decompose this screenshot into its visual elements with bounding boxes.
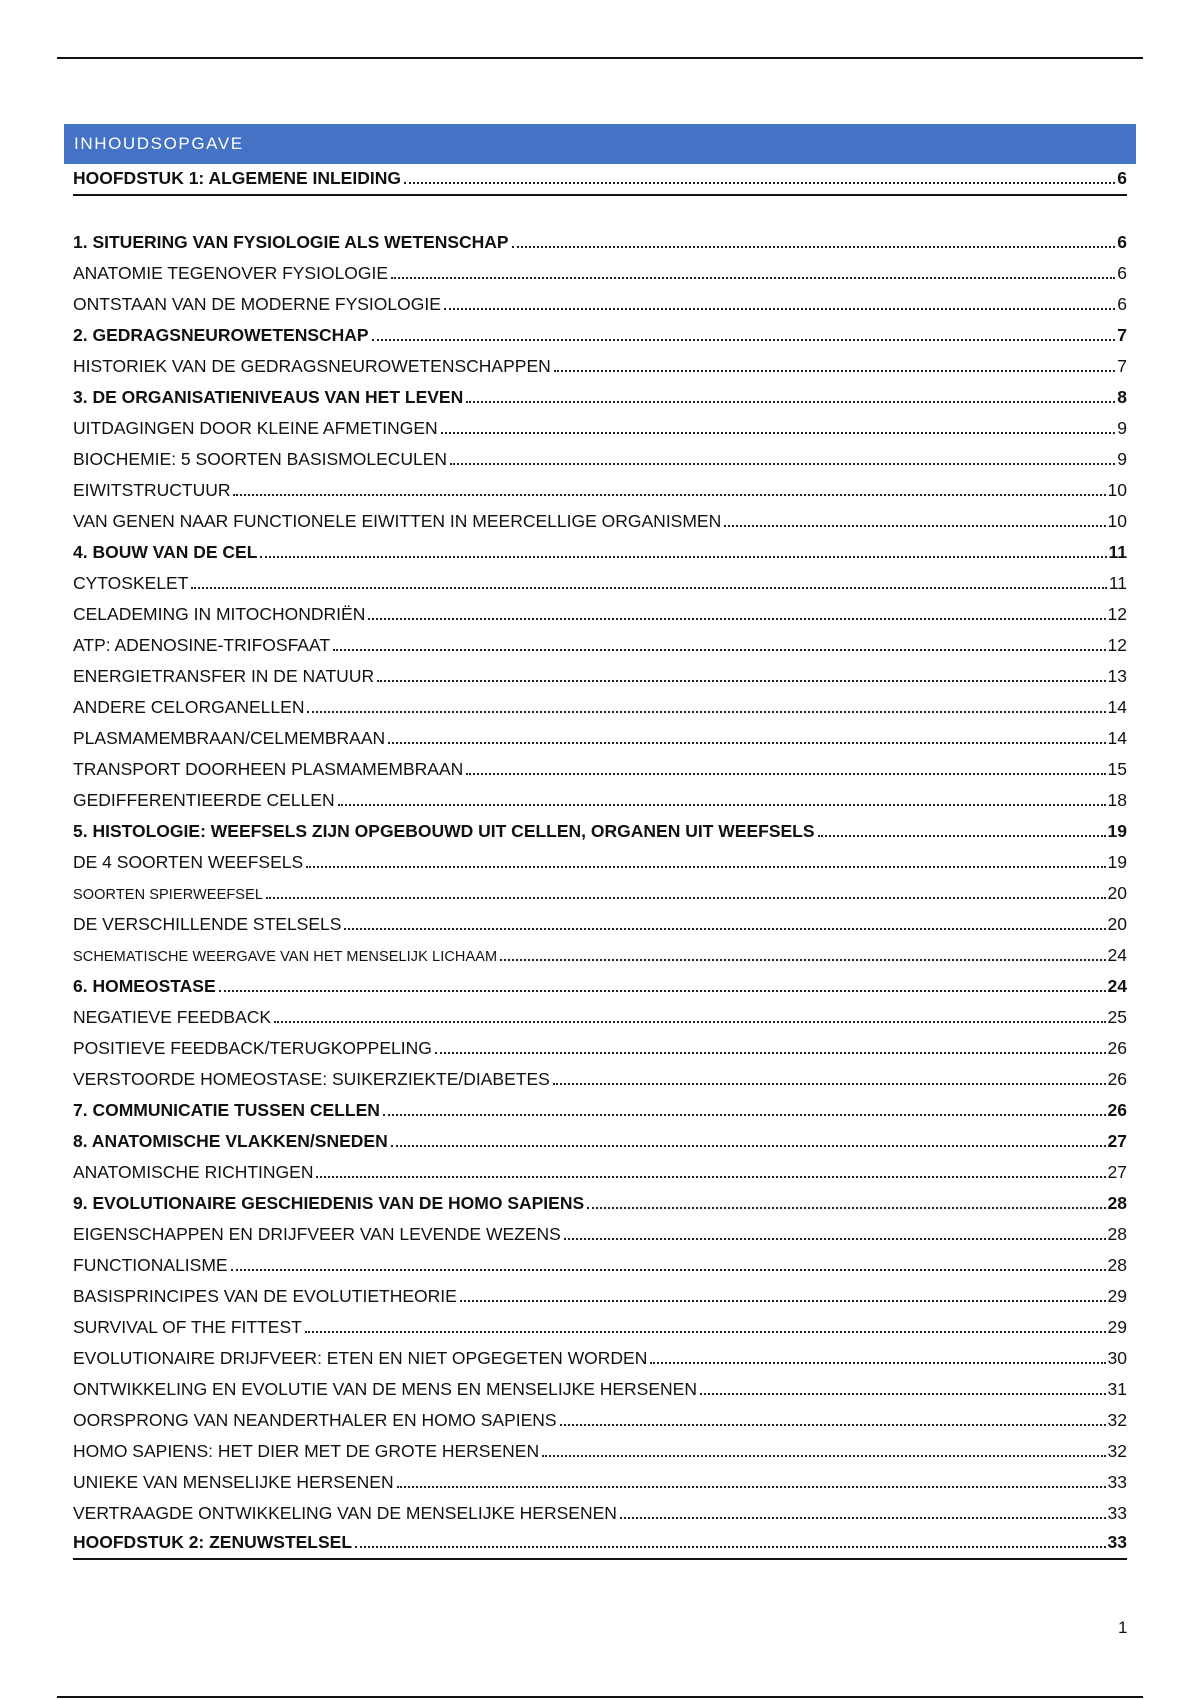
toc-entry-title: POSITIEVE FEEDBACK/TERUGKOPPELING <box>73 1037 432 1058</box>
toc-entry[interactable] <box>73 1466 1127 1497</box>
toc-dot-leader <box>305 1331 1106 1333</box>
toc-section-entry[interactable] <box>73 319 1127 350</box>
toc-entry[interactable] <box>73 939 1127 970</box>
toc-entry-page: 19 <box>1107 851 1127 872</box>
toc-dot-leader <box>700 1393 1106 1395</box>
toc-dot-leader <box>231 1269 1106 1271</box>
toc-entry-title: OORSPRONG VAN NEANDERTHALER EN HOMO SAPIENS <box>73 1409 557 1430</box>
toc-dot-leader <box>391 277 1115 279</box>
toc-dot-leader <box>435 1052 1106 1054</box>
toc-entry[interactable] <box>73 1063 1127 1094</box>
toc-dot-leader <box>542 1455 1105 1457</box>
toc-dot-leader <box>391 1145 1106 1147</box>
toc-entry[interactable] <box>73 629 1127 660</box>
toc-entry[interactable] <box>73 908 1127 939</box>
toc-entry[interactable] <box>73 257 1127 288</box>
toc-dot-leader <box>233 494 1105 496</box>
toc-dot-leader <box>397 1486 1106 1488</box>
toc-dot-leader <box>500 959 1105 961</box>
toc-dot-leader <box>338 804 1106 806</box>
toc-spacer <box>73 196 1127 226</box>
toc-entry-page: 33 <box>1107 1471 1127 1492</box>
toc-section-entry[interactable] <box>73 970 1127 1001</box>
toc-entry-page: 6 <box>1117 262 1127 283</box>
toc-dot-leader <box>306 866 1105 868</box>
toc-entry[interactable] <box>73 722 1127 753</box>
toc-entry-page: 28 <box>1107 1254 1127 1275</box>
toc-entry[interactable] <box>73 1156 1127 1187</box>
toc-entry[interactable] <box>73 474 1127 505</box>
toc-dot-leader <box>564 1238 1106 1240</box>
toc-entry-page: 29 <box>1107 1285 1127 1306</box>
toc-entry-title: CYTOSKELET <box>73 572 189 593</box>
toc-dot-leader <box>307 711 1105 713</box>
toc-section-entry[interactable] <box>73 1094 1127 1125</box>
toc-dot-leader <box>450 463 1115 465</box>
toc-entry[interactable] <box>73 412 1127 443</box>
toc-dot-leader <box>444 308 1115 310</box>
toc-entry[interactable] <box>73 1311 1127 1342</box>
toc-dot-leader <box>512 246 1116 248</box>
toc-entry-title: FUNCTIONALISME <box>73 1254 228 1275</box>
toc-entry-page: 7 <box>1117 355 1127 376</box>
toc-entry-title: HOMO SAPIENS: HET DIER MET DE GROTE HERSENEN <box>73 1440 540 1461</box>
toc-entry[interactable] <box>73 1280 1127 1311</box>
toc-entry-title: ANDERE CELORGANELLEN <box>73 696 305 717</box>
toc-entry-title: DE VERSCHILLENDE STELSELS <box>73 913 342 934</box>
toc-entry-title: VERSTOORDE HOMEOSTASE: SUIKERZIEKTE/DIABETES <box>73 1068 550 1089</box>
toc-entry-page: 10 <box>1107 479 1127 500</box>
toc-entry-page: 11 <box>1108 572 1127 593</box>
toc-entry-page: 6 <box>1117 167 1127 188</box>
toc-entry-page: 28 <box>1107 1192 1127 1213</box>
toc-dot-leader <box>466 773 1105 775</box>
toc-dot-leader <box>372 339 1116 341</box>
toc-entry-page: 19 <box>1107 820 1127 841</box>
toc-entry-page: 32 <box>1107 1409 1127 1430</box>
toc-entry-title: CELADEMING IN MITOCHONDRIËN <box>73 603 366 624</box>
toc-entry-title: UITDAGINGEN DOOR KLEINE AFMETINGEN <box>73 417 438 438</box>
toc-dot-leader <box>274 1021 1105 1023</box>
toc-entry[interactable] <box>73 567 1127 598</box>
toc-entry-title: ANATOMIE TEGENOVER FYSIOLOGIE <box>73 262 389 283</box>
toc-entry-page: 25 <box>1107 1006 1127 1027</box>
toc-entry-title: BASISPRINCIPES VAN DE EVOLUTIETHEORIE <box>73 1285 457 1306</box>
toc-section-entry[interactable] <box>73 381 1127 412</box>
toc-list <box>73 164 1127 1560</box>
toc-chapter-entry[interactable] <box>73 1528 1127 1560</box>
toc-entry-page: 28 <box>1107 1223 1127 1244</box>
toc-entry[interactable] <box>73 1497 1127 1528</box>
toc-entry[interactable] <box>73 784 1127 815</box>
toc-entry-page: 29 <box>1107 1316 1127 1337</box>
toc-dot-leader <box>650 1362 1105 1364</box>
toc-entry[interactable] <box>73 598 1127 629</box>
toc-entry-title: VERTRAAGDE ONTWIKKELING VAN DE MENSELIJKE HERSENEN <box>73 1502 617 1523</box>
toc-entry-title: VAN GENEN NAAR FUNCTIONELE EIWITTEN IN MEERCELLIGE ORGANISMEN <box>73 510 722 531</box>
toc-entry[interactable] <box>73 443 1127 474</box>
toc-entry[interactable] <box>73 753 1127 784</box>
toc-entry-page: 14 <box>1107 727 1127 748</box>
toc-entry-page: 32 <box>1107 1440 1127 1461</box>
toc-entry-page: 14 <box>1107 696 1127 717</box>
toc-entry-title: NEGATIEVE FEEDBACK <box>73 1006 272 1027</box>
toc-entry-title: GEDIFFERENTIEERDE CELLEN <box>73 789 335 810</box>
toc-entry-title: TRANSPORT DOORHEEN PLASMAMEMBRAAN <box>73 758 464 779</box>
toc-dot-leader <box>260 556 1106 558</box>
toc-entry-title: ONTSTAAN VAN DE MODERNE FYSIOLOGIE <box>73 293 441 314</box>
toc-entry-title: ANATOMISCHE RICHTINGEN <box>73 1161 314 1182</box>
toc-entry-page: 24 <box>1107 944 1127 965</box>
toc-entry-page: 15 <box>1107 758 1127 779</box>
toc-entry[interactable] <box>73 1435 1127 1466</box>
toc-chapter-entry[interactable] <box>73 164 1127 196</box>
toc-dot-leader <box>383 1114 1106 1116</box>
toc-entry-title: HISTORIEK VAN DE GEDRAGSNEUROWETENSCHAPPEN <box>73 355 551 376</box>
toc-dot-leader <box>344 928 1105 930</box>
toc-entry[interactable] <box>73 660 1127 691</box>
toc-dot-leader <box>388 742 1105 744</box>
toc-dot-leader <box>441 432 1116 434</box>
toc-entry-page: 26 <box>1107 1068 1127 1089</box>
toc-dot-leader <box>587 1207 1105 1209</box>
toc-dot-leader <box>554 370 1116 372</box>
toc-title: INHOUDSOPGAVE <box>64 124 1136 164</box>
toc-entry-page: 6 <box>1117 231 1127 252</box>
toc-entry-page: 33 <box>1107 1502 1127 1523</box>
toc-entry-page: 20 <box>1107 882 1127 903</box>
toc-dot-leader <box>333 649 1106 651</box>
toc-dot-leader <box>219 990 1106 992</box>
toc-entry-title: SURVIVAL OF THE FITTEST <box>73 1316 302 1337</box>
toc-entry-page: 20 <box>1107 913 1127 934</box>
toc-entry-page: 9 <box>1117 448 1127 469</box>
toc-dot-leader <box>404 182 1115 184</box>
toc-dot-leader <box>724 525 1105 527</box>
toc-entry[interactable] <box>73 350 1127 381</box>
toc-entry[interactable] <box>73 1404 1127 1435</box>
toc-entry-page: 33 <box>1107 1531 1127 1552</box>
toc-dot-leader <box>620 1517 1106 1519</box>
toc-dot-leader <box>316 1176 1105 1178</box>
toc-entry-page: 12 <box>1107 634 1127 655</box>
toc-section-entry[interactable] <box>73 226 1127 257</box>
toc-entry-page: 18 <box>1107 789 1127 810</box>
toc-dot-leader <box>368 618 1105 620</box>
toc-section-entry[interactable] <box>73 1125 1127 1156</box>
toc-entry-title: 9. EVOLUTIONAIRE GESCHIEDENIS VAN DE HOMO SAPIENS <box>73 1192 585 1213</box>
toc-entry[interactable] <box>73 288 1127 319</box>
top-rule <box>57 57 1143 59</box>
toc-entry-page: 26 <box>1107 1099 1127 1120</box>
toc-entry-title: 8. ANATOMISCHE VLAKKEN/SNEDEN <box>73 1130 388 1151</box>
page-number: 1 <box>1118 1618 1128 1637</box>
toc-entry[interactable] <box>73 1373 1127 1404</box>
toc-dot-leader <box>191 587 1106 589</box>
toc-entry-title: 7. COMMUNICATIE TUSSEN CELLEN <box>73 1099 380 1120</box>
toc-entry-page: 12 <box>1107 603 1127 624</box>
toc-entry-title: DE 4 SOORTEN WEEFSELS <box>73 851 304 872</box>
toc-entry-title: SOORTEN SPIERWEEFSEL <box>73 886 264 903</box>
toc-entry[interactable] <box>73 1249 1127 1280</box>
toc-dot-leader <box>466 401 1115 403</box>
toc-entry-title: 1. SITUERING VAN FYSIOLOGIE ALS WETENSCHAP <box>73 231 509 252</box>
toc-entry-page: 9 <box>1117 417 1127 438</box>
toc-entry-title: HOOFDSTUK 2: ZENUWSTELSEL <box>73 1531 353 1552</box>
toc-entry-title: HOOFDSTUK 1: ALGEMENE INLEIDING <box>73 167 401 188</box>
toc-entry-title: 6. HOMEOSTASE <box>73 975 216 996</box>
toc-entry[interactable] <box>73 877 1127 908</box>
toc-entry-page: 11 <box>1108 541 1127 562</box>
toc-entry[interactable] <box>73 1218 1127 1249</box>
toc-entry-title: EIGENSCHAPPEN EN DRIJFVEER VAN LEVENDE WEZENS <box>73 1223 561 1244</box>
toc-dot-leader <box>266 897 1106 899</box>
toc-dot-leader <box>560 1424 1106 1426</box>
toc-entry-page: 31 <box>1107 1378 1127 1399</box>
toc-entry-title: SCHEMATISCHE WEERGAVE VAN HET MENSELIJK LICHAAM <box>73 948 498 965</box>
toc-entry-title: EVOLUTIONAIRE DRIJFVEER: ETEN EN NIET OPGEGETEN WORDEN <box>73 1347 648 1368</box>
toc-entry[interactable] <box>73 1032 1127 1063</box>
toc-entry-page: 8 <box>1117 386 1127 407</box>
toc-dot-leader <box>377 680 1105 682</box>
toc-entry-title: ONTWIKKELING EN EVOLUTIE VAN DE MENS EN MENSELIJKE HERSENEN <box>73 1378 697 1399</box>
toc-entry-title: EIWITSTRUCTUUR <box>73 479 231 500</box>
toc-entry-title: BIOCHEMIE: 5 SOORTEN BASISMOLECULEN <box>73 448 448 469</box>
toc-entry-title: 4. BOUW VAN DE CEL <box>73 541 258 562</box>
toc-entry-title: 2. GEDRAGSNEUROWETENSCHAP <box>73 324 369 345</box>
toc-entry-page: 7 <box>1117 324 1127 345</box>
toc-entry-title: UNIEKE VAN MENSELIJKE HERSENEN <box>73 1471 394 1492</box>
toc-dot-leader <box>355 1546 1106 1548</box>
toc-dot-leader <box>553 1083 1106 1085</box>
toc-entry-title: 5. HISTOLOGIE: WEEFSELS ZIJN OPGEBOUWD UIT CELLEN, ORGANEN UIT WEEFSELS <box>73 820 815 841</box>
toc-entry-page: 26 <box>1107 1037 1127 1058</box>
toc-dot-leader <box>460 1300 1106 1302</box>
toc-section-entry[interactable] <box>73 815 1127 846</box>
toc-entry-page: 6 <box>1117 293 1127 314</box>
toc-entry-page: 13 <box>1107 665 1127 686</box>
toc-dot-leader <box>818 835 1106 837</box>
toc-entry-page: 27 <box>1107 1161 1127 1182</box>
toc-entry[interactable] <box>73 505 1127 536</box>
toc-entry-title: PLASMAMEMBRAAN/CELMEMBRAAN <box>73 727 386 748</box>
toc-entry-title: 3. DE ORGANISATIENIVEAUS VAN HET LEVEN <box>73 386 464 407</box>
toc-section-entry[interactable] <box>73 536 1127 567</box>
toc-entry-page: 27 <box>1107 1130 1127 1151</box>
toc-entry-title: ENERGIETRANSFER IN DE NATUUR <box>73 665 375 686</box>
toc-entry[interactable] <box>73 1342 1127 1373</box>
toc-entry-title: ATP: ADENOSINE-TRIFOSFAAT <box>73 634 331 655</box>
toc-entry[interactable] <box>73 691 1127 722</box>
toc-entry[interactable] <box>73 1001 1127 1032</box>
toc-entry-page: 10 <box>1107 510 1127 531</box>
bottom-rule <box>57 1696 1143 1698</box>
toc-entry-page: 30 <box>1107 1347 1127 1368</box>
toc-entry[interactable] <box>73 846 1127 877</box>
toc-entry-page: 24 <box>1107 975 1127 996</box>
toc-section-entry[interactable] <box>73 1187 1127 1218</box>
